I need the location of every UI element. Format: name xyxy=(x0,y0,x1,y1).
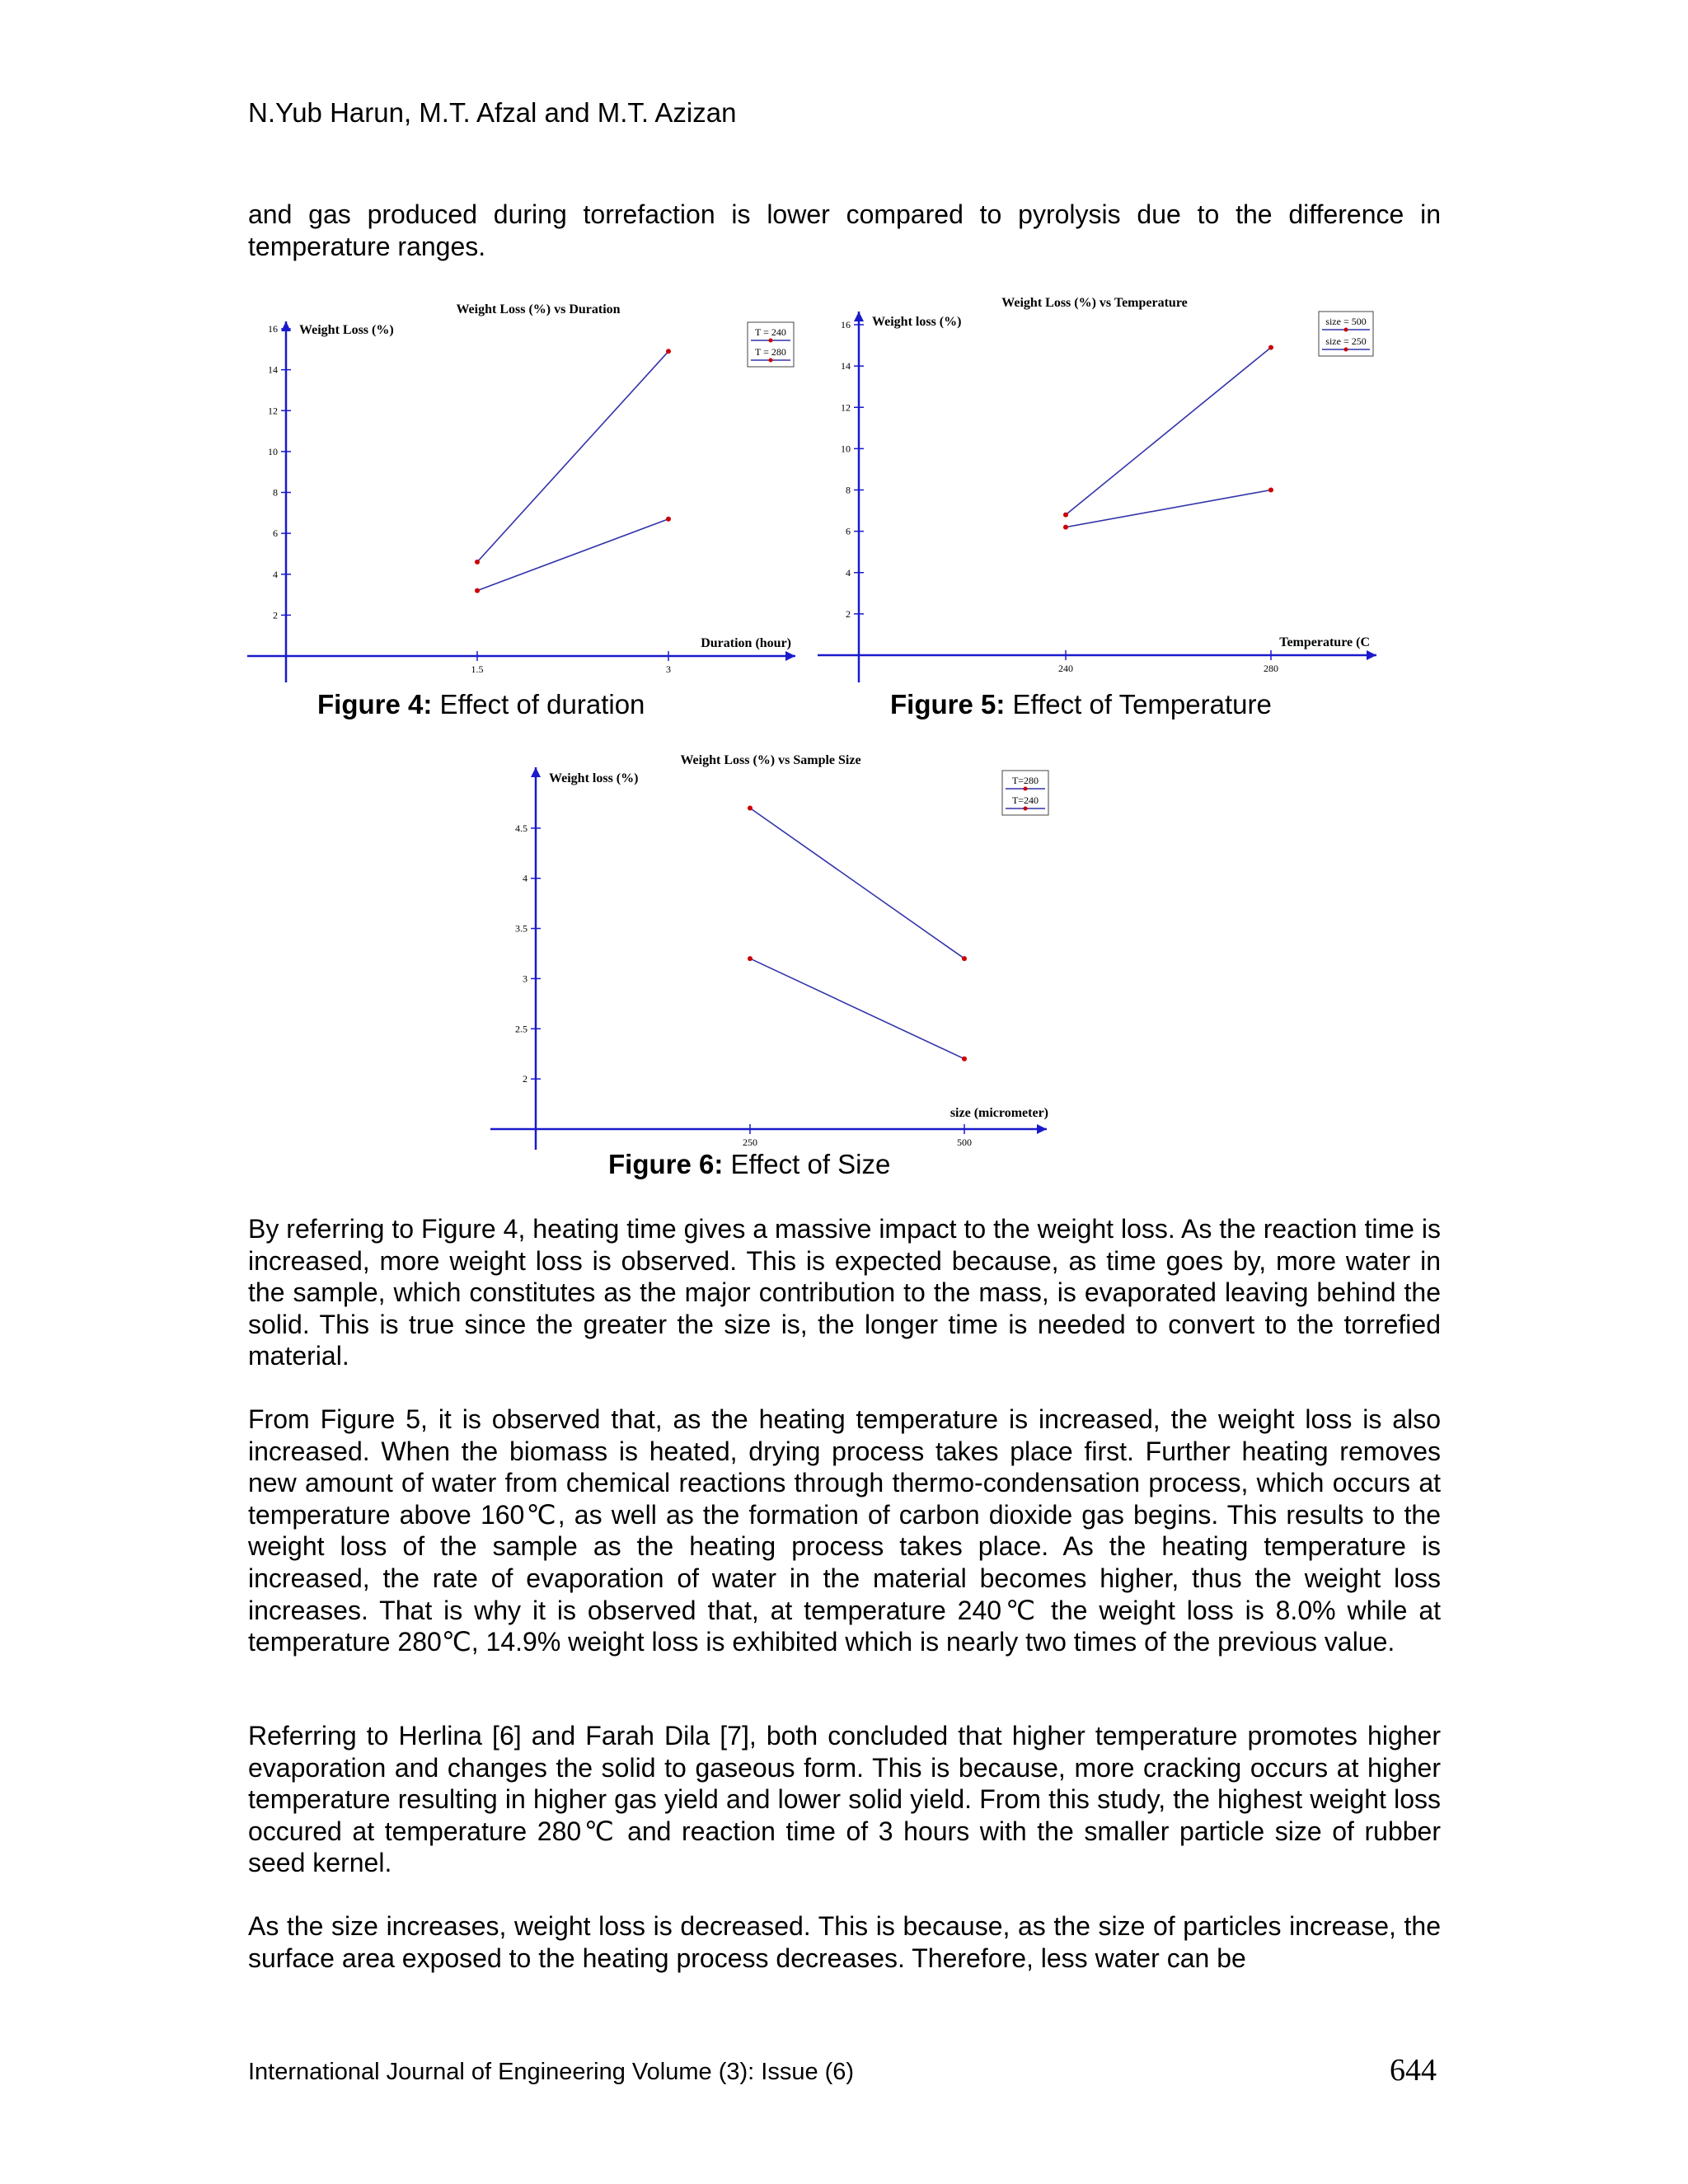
y-axis-label: Weight loss (%) xyxy=(872,315,962,329)
y-axis-label: Weight Loss (%) xyxy=(299,323,394,337)
data-point xyxy=(475,588,480,593)
footer-journal: International Journal of Engineering Volume (3): Issue (6) xyxy=(248,2059,855,2085)
y-tick-label: 16 xyxy=(841,319,851,330)
data-point xyxy=(1063,513,1068,518)
data-point xyxy=(748,806,753,811)
y-tick-label: 2 xyxy=(846,607,851,620)
x-axis-arrow xyxy=(1367,650,1376,660)
x-tick-label: 280 xyxy=(1264,663,1278,674)
legend-label: T=280 xyxy=(1011,775,1039,786)
x-axis-arrow xyxy=(785,651,795,661)
x-tick-label: 1.5 xyxy=(471,663,484,675)
series-line xyxy=(1066,490,1271,527)
y-tick-label: 16 xyxy=(268,323,278,335)
x-axis-arrow xyxy=(1037,1124,1047,1134)
x-tick-label: 3 xyxy=(666,663,671,675)
page-number: 644 xyxy=(1390,2053,1437,2088)
caption-figure-6: Figure 6: Effect of Size xyxy=(608,1149,891,1179)
running-header: N.Yub Harun, M.T. Afzal and M.T. Azizan xyxy=(248,97,737,128)
x-axis-label: size (micrometer) xyxy=(950,1106,1048,1120)
y-tick-label: 3.5 xyxy=(515,922,528,935)
y-tick-label: 2.5 xyxy=(515,1023,528,1035)
data-point xyxy=(962,956,967,961)
y-tick-label: 8 xyxy=(846,484,851,496)
legend-marker xyxy=(1024,787,1028,791)
paragraph-intro: and gas produced during torrefaction is lower compared to pyrolysis due to the difference in temperature ranges. xyxy=(248,199,1441,261)
y-tick-label: 10 xyxy=(841,443,851,455)
x-tick-label: 500 xyxy=(957,1137,972,1148)
chart-temperature xyxy=(816,288,1393,682)
legend-label: T=240 xyxy=(1011,794,1039,806)
chart-duration xyxy=(243,295,804,682)
y-tick-label: 4 xyxy=(273,568,278,580)
y-tick-label: 12 xyxy=(841,401,851,414)
series-line xyxy=(750,958,964,1059)
data-point xyxy=(1268,488,1273,493)
x-tick-label: 240 xyxy=(1058,663,1073,674)
x-tick-label: 250 xyxy=(743,1137,757,1148)
y-tick-label: 4 xyxy=(523,872,528,884)
legend-marker xyxy=(769,359,773,363)
y-tick-label: 6 xyxy=(273,527,278,540)
legend-label: size = 250 xyxy=(1325,335,1367,347)
legend-marker xyxy=(1344,348,1348,352)
y-tick-label: 14 xyxy=(841,360,851,373)
chart-title: Weight Loss (%) vs Duration xyxy=(456,302,621,316)
y-tick-label: 4 xyxy=(846,566,851,579)
chart-size xyxy=(486,746,1063,1151)
x-axis-label: Duration (hour) xyxy=(701,636,791,650)
y-tick-label: 2 xyxy=(273,609,278,621)
y-axis-arrow xyxy=(281,321,291,331)
y-tick-label: 6 xyxy=(846,525,851,537)
y-tick-label: 14 xyxy=(268,363,278,376)
y-axis-arrow xyxy=(531,767,541,777)
data-point xyxy=(748,956,753,961)
legend-label: size = 500 xyxy=(1325,316,1367,327)
data-point xyxy=(1268,345,1273,350)
y-axis-label: Weight loss (%) xyxy=(549,771,639,785)
legend-marker xyxy=(1344,328,1348,332)
y-tick-label: 3 xyxy=(523,972,528,985)
chart-title: Weight Loss (%) vs Temperature xyxy=(1001,296,1188,310)
paragraph-literature: Referring to Herlina [6] and Farah Dila [7], both concluded that higher temperature promotes higher evaporation and changes the solid to gaseous form. This is because, more cracking occurs at higher temperature resulting in higher gas yield and lower solid yield. From this study, the highest weight loss occured at temperature 280℃ and reaction time of 3 hours with the smaller particle size of rubber seed kernel. xyxy=(248,1721,1441,1878)
y-tick-label: 12 xyxy=(268,405,278,417)
caption-figure-4: Figure 4: Effect of duration xyxy=(317,689,645,719)
y-axis-arrow xyxy=(854,312,864,321)
paragraph-size: As the size increases, weight loss is decreased. This is because, as the size of particles increase, the surface area exposed to the heating process decreases. Therefore, less water can be xyxy=(248,1911,1441,1973)
y-tick-label: 10 xyxy=(268,445,278,457)
y-tick-label: 8 xyxy=(273,486,278,499)
series-line xyxy=(1066,348,1271,515)
data-point xyxy=(1063,525,1068,530)
data-point xyxy=(475,560,480,565)
data-point xyxy=(962,1057,967,1062)
caption-figure-5: Figure 5: Effect of Temperature xyxy=(890,689,1272,719)
data-point xyxy=(666,349,671,354)
y-tick-label: 2 xyxy=(523,1073,528,1085)
chart-title: Weight Loss (%) vs Sample Size xyxy=(680,753,861,767)
legend-label: T = 280 xyxy=(755,346,786,358)
paragraph-figure-4: By referring to Figure 4, heating time gives a massive impact to the weight loss. As the reaction time is increased, more weight loss is observed. This is expected because, as time goes by, more water in the sample, which constitutes as the major contribution to the mass, is evaporated leaving behind the solid. This is true since the greater the size is, the longer time is needed to convert to the torrefied material. xyxy=(248,1214,1441,1371)
data-point xyxy=(666,517,671,522)
y-tick-label: 4.5 xyxy=(515,822,528,834)
legend-marker xyxy=(769,339,773,343)
legend-marker xyxy=(1024,807,1028,811)
series-line xyxy=(750,808,964,959)
paragraph-figure-5: From Figure 5, it is observed that, as the heating temperature is increased, the weight loss is also increased. When the biomass is heated, drying process takes place first. Further heating removes new amount of water from chemical reactions through thermo-condensation process, which occurs at temperature above 160℃, as well as the formation of carbon dioxide gas begins. This results to the weight loss of the sample as the heating process takes place. As the heating temperature is increased, the rate of evaporation of water in the material becomes higher, thus the weight loss increases. That is why it is observed that, at temperature 240℃ the weight loss is 8.0% while at temperature 280℃, 14.9% weight loss is exhibited which is nearly two times of the previous value. xyxy=(248,1404,1441,1657)
x-axis-label: Temperature (C xyxy=(1279,635,1370,649)
legend-label: T = 240 xyxy=(755,326,786,338)
